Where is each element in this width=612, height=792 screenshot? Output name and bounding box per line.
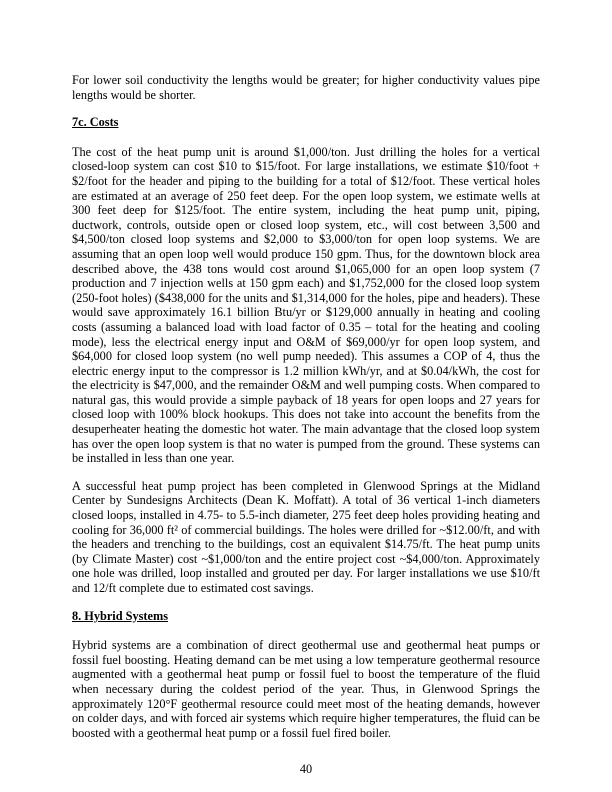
costs-paragraph-1: The cost of the heat pump unit is around $1,000/ton. Just drilling the holes for a vertical closed-loop system can cost $10 to $15/foot. For large installations, we estimate $10/foot + $2/foot for the header and piping to the building for a total of $12/foot. These vertical holes are estimated at an average of 250 feet deep. For the open loop system, we estimate wells at 300 feet deep for $125/foot. The entire system, including the heat pump unit, piping, ductwork, controls, outside open or closed loop system, etc., will cost between 3,500 and $4,500/ton closed loop systems and $2,000 to $3,000/ton for open loop systems. We are assuming that an open loop well would produce 150 gpm. Thus, for the downtown block area described above, the 438 tons would cost around $1,065,000 for an open loop system (7 production and 7 injection wells at 150 gpm each) and $1,752,000 for the closed loop system (250-foot holes) ($438,000 for the units and $1,314,000 for the holes, pipe and headers). These would save approximately 16.1 billion Btu/yr or $129,000 annually in heating and cooling costs (assuming a balanced load with load factor of 0.35 – total for the heating and cooling mode), less the electrical energy input and O&M of $69,000/yr for open loop system, and $64,000 for closed loop system (no well pump needed). This assumes a COP of 4, thus the electric energy input to the compressor is 1.2 million kWh/yr, and at $0.04/kWh, the cost for the electricity is $47,000, and the remainder O&M and well pumping costs. When compared to natural gas, this would provide a simple payback of 18 years for open loops and 27 years for closed loop with 100% block hookups. This does not take into account the benefits from the desuperheater heating the domestic hot water. The main advantage that the closed loop system has over the open loop system is that no water is pumped from the ground. These systems can be installed in less than one year.: [72, 144, 540, 466]
hybrid-paragraph-1: Hybrid systems are a combination of direct geothermal use and geothermal heat pumps or fossil fuel boosting. Heating demand can be met using a low temperature geothermal resource augmented with a geothermal heat pump or fossil fuel to boost the temperature of the fluid when necessary during the coldest period of the year. Thus, in Glenwood Springs the approximately 120°F geothermal resource could meet most of the heating demands, however on colder days, and with forced air systems which require higher temperatures, the fluid can be boosted with a geothermal heat pump or a fossil fuel fired boiler.: [72, 638, 540, 740]
section-heading-costs: 7c. Costs: [72, 115, 119, 130]
page-number: 40: [299, 762, 313, 776]
section-heading-hybrid-systems: 8. Hybrid Systems: [72, 608, 168, 623]
costs-paragraph-2: A successful heat pump project has been completed in Glenwood Springs at the Midland Center by Sundesigns Architects (Dean K. Moffatt). A total of 36 vertical 1-inch diameters closed loops, installed in 4.75- to 5.5-inch diameter, 275 feet deep holes providing heating and cooling for 36,000 ft² of commercial buildings. The holes were drilled for ~$12.00/ft, and with the headers and trenching to the buildings, cost an equivalent $14.75/ft. The heat pump units (by Climate Master) cost ~$1,000/ton and the entire project cost ~$4,000/ton. Approximately one hole was drilled, loop installed and grouted per day. For larger installations we use $10/ft and 12/ft complete due to estimated cost savings.: [72, 478, 540, 595]
intro-paragraph: For lower soil conductivity the lengths would be greater; for higher conductivity values pipe lengths would be shorter.: [72, 73, 540, 102]
